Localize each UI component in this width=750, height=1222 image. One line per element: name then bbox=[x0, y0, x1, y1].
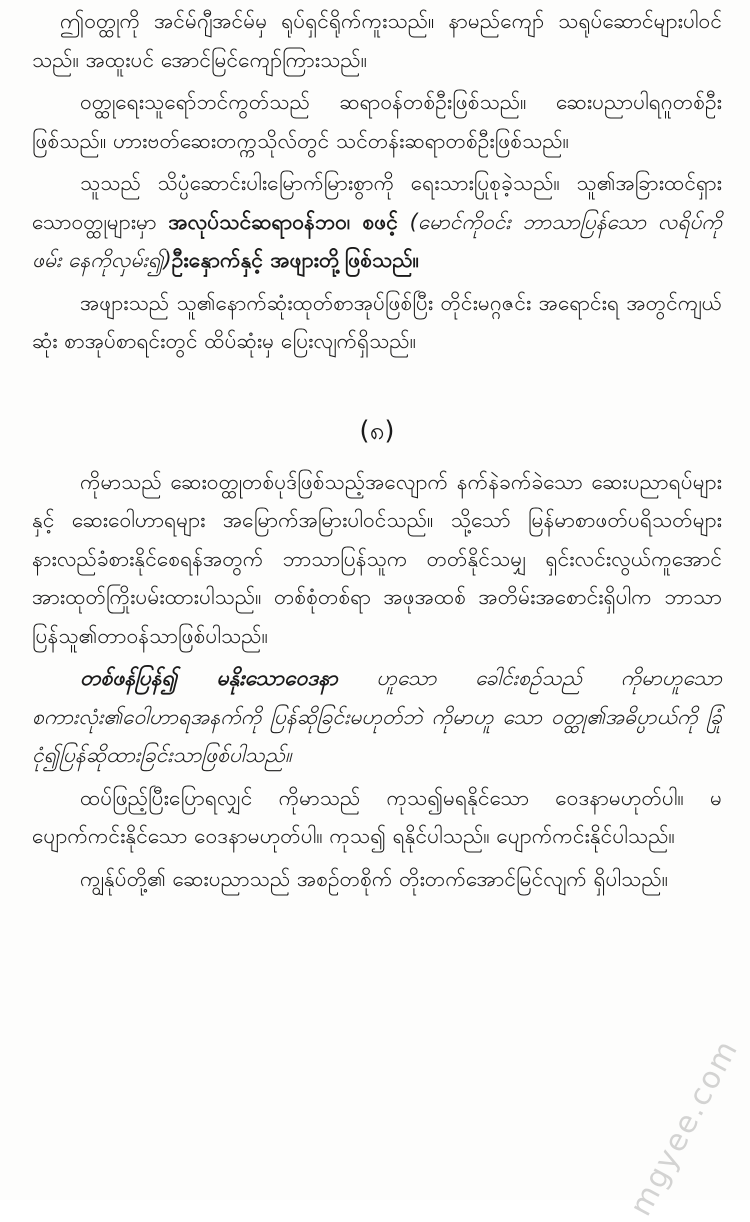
paragraph-text: အလုပ်သင်ဆရာဝန်ဘဝ၊ စဖင့် bbox=[168, 209, 398, 234]
paragraph-text: ဝတ္ထုရေးသူရော်ဘင်ကွတ်သည် ဆရာဝန်တစ်ဦးဖြစ်သည်။ ဆေးပညာပါရဂူတစ်ဦးဖြစ်သည်။ ဟားဗတ်ဆေးတက္ကသိုလ်တွင် သင်တန်းဆရာတစ်ဦးဖြစ်သည်။ bbox=[32, 90, 722, 153]
paragraphs-top bbox=[32, 0, 722, 361]
paragraph bbox=[32, 83, 722, 160]
paragraph bbox=[32, 860, 722, 899]
paragraph-text: ထပ်ဖြည့်ပြီးပြောရလျှင် ကိုမာသည် ကုသ၍မရနိုင်သော ဝေဒနာမဟုတ်ပါ။ မပျောက်ကင်းနိုင်သော ဝေဒနာမဟုတ်ပါ။ ကုသ၍ ရနိုင်ပါသည်။ ပျောက်ကင်းနိုင်ပါသည်။ bbox=[32, 785, 722, 848]
watermark: mgyee.com bbox=[623, 1033, 746, 1222]
paragraph bbox=[32, 779, 722, 856]
paragraph-text: ဟူသော ခေါင်းစဉ်သည် ကိုမာဟူသော စကားလုံး၏ဝေါဟာရအနက်ကို ပြန်ဆိုခြင်းမဟုတ်ဘဲ ကိုမာဟူ သော ဝတ္ထု၏အဓိပ္ပာယ်ကို ခြုံငုံ၍ပြန်ဆိုထားခြင်းသာဖြစ်ပါသည်။ bbox=[32, 666, 722, 767]
paragraph bbox=[32, 284, 722, 361]
section-number: (၈) bbox=[359, 415, 395, 446]
paragraph-text: ဤဝတ္ထုကို အင်မ်ဂျီအင်မ်မှ ရုပ်ရှင်ရိုက်ကူးသည်။ နာမည်ကျော် သရုပ်ဆောင်များပါဝင်သည်။ အထူးပင် အောင်မြင်ကျော်ကြားသည်။ bbox=[32, 9, 722, 72]
paragraphs-bottom bbox=[32, 463, 722, 899]
paragraph bbox=[32, 463, 722, 656]
paragraph-text: (မောင်ကိုဝင်း ဘာသာပြန်သော လရိပ်ကိုဖမ်း နေကိုလှမ်း၍) bbox=[32, 209, 722, 272]
paragraph bbox=[32, 164, 722, 280]
paragraph bbox=[32, 0, 722, 79]
paragraph-text: ကိုမာသည် ဆေးဝတ္ထုတစ်ပုဒ်ဖြစ်သည့်အလျောက် နက်နဲခက်ခဲသော ဆေးပညာရပ်များနှင့် ဆေးဝေါဟာရများ အမြောက်အမြားပါဝင်သည်။ သို့သော် မြန်မာစာဖတ်ပရိသတ်များ နားလည်ခံစားနိုင်စေရန်အတွက် ဘာသာပြန်သူက တတ်နိုင်သမျှ ရှင်းလင်းလွယ်ကူအောင် အားထုတ်ကြိုးပမ်းထားပါသည်။ တစ်စုံတစ်ရာ အဖုအထစ် အတိမ်းအစောင်းရှိပါက ဘာသာပြန်သူ၏တာဝန်သာဖြစ်ပါသည်။ bbox=[32, 469, 722, 648]
paragraph-text: ကျွန်ုပ်တို့၏ ဆေးပညာသည် အစဉ်တစိုက် တိုးတက်အောင်မြင်လျက် ရှိပါသည်။ bbox=[80, 866, 669, 891]
paragraph bbox=[32, 659, 722, 775]
paragraph-text: တစ်ဖန်ပြန်၍ မနိုးသောဝေဒနာ bbox=[80, 666, 338, 690]
paragraph-text: သူသည် သိပ္ပံဆောင်းပါးမြောက်မြားစွာကို ရေးသားပြုစုခဲ့သည်။ သူ၏အခြားထင်ရှားသောဝတ္ထုများမှာ bbox=[32, 171, 722, 234]
paragraph-text: ဦးနှောက်နှင့် အဖျားတို့ဖြစ်သည်။ bbox=[171, 248, 420, 272]
paragraph-text: အဖျားသည် သူ၏နောက်ဆုံးထုတ်စာအုပ်ဖြစ်ပြီး တိုင်းမဂ္ဂဇင်း အရောင်းရ အတွင်ကျယ်ဆုံး စာအုပ်စာရင်းတွင် ထိပ်ဆုံးမှ ပြေးလျက်ရှိသည်။ bbox=[32, 290, 722, 353]
